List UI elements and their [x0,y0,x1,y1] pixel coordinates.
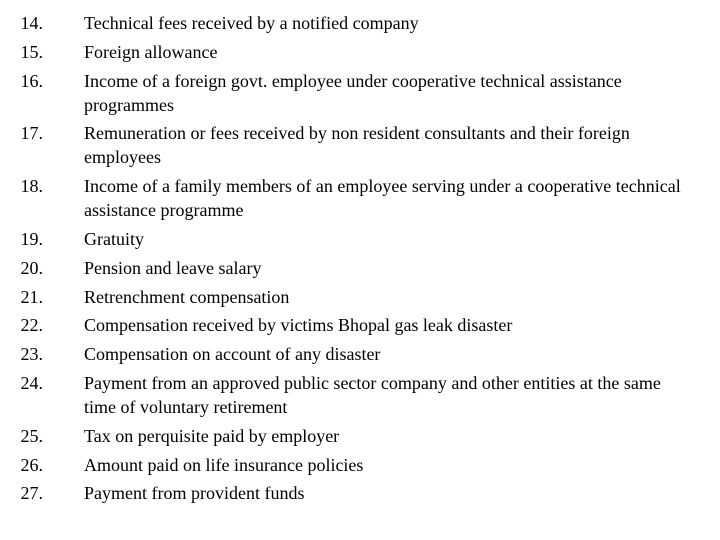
list-item [0,342,720,366]
list-item [0,256,720,280]
list-item-text: Income of a family members of an employee serving under a cooperative technical assistance programme [84,176,681,221]
list-item [0,121,720,169]
list-item-number: 26. [20,454,43,475]
list-item-text: Pension and leave salary [84,257,262,278]
list-item-text: Gratuity [84,228,144,249]
list-item-text: Income of a foreign govt. employee under cooperative technical assistance programmes [84,70,622,115]
list-item-text: Foreign allowance [84,41,218,62]
list-item-text: Payment from provident funds [84,483,305,504]
list-item-number: 20. [20,257,43,278]
list-item-number: 22. [20,315,43,336]
list-item-text: Amount paid on life insurance policies [84,454,364,475]
list-item [0,11,720,35]
list-item [0,227,720,251]
list-item-text: Retrenchment compensation [84,286,290,307]
list-item-text: Remuneration or fees received by non resident consultants and their foreign employees [84,123,630,168]
list-item [0,313,720,337]
list-item-number: 27. [20,483,43,504]
list-item-text: Compensation on account of any disaster [84,344,381,365]
list-item [0,481,720,505]
list-item-number: 17. [20,123,43,144]
list-item-text: Compensation received by victims Bhopal gas leak disaster [84,315,513,336]
list-item [0,69,720,117]
list-item [0,424,720,448]
list-item-number: 19. [20,228,43,249]
list-item-number: 24. [20,372,43,393]
list-item-number: 23. [20,344,43,365]
list-item [0,453,720,477]
list-item-text: Technical fees received by a notified company [84,13,419,33]
list-item [0,285,720,309]
list-item-number: 16. [20,70,43,91]
list-item-number: 18. [20,176,43,197]
list-item-number: 21. [20,286,43,307]
list-item-text: Payment from an approved public sector company and other entities at the same time of voluntary retirement [84,372,661,417]
list-item-number: 14. [20,13,43,33]
list-item-number: 15. [20,41,43,62]
list-item [0,40,720,64]
list-item-number: 25. [20,425,43,446]
exempt-income-list [0,11,720,510]
list-item [0,371,720,419]
list-item-text: Tax on perquisite paid by employer [84,425,340,446]
list-item [0,174,720,222]
